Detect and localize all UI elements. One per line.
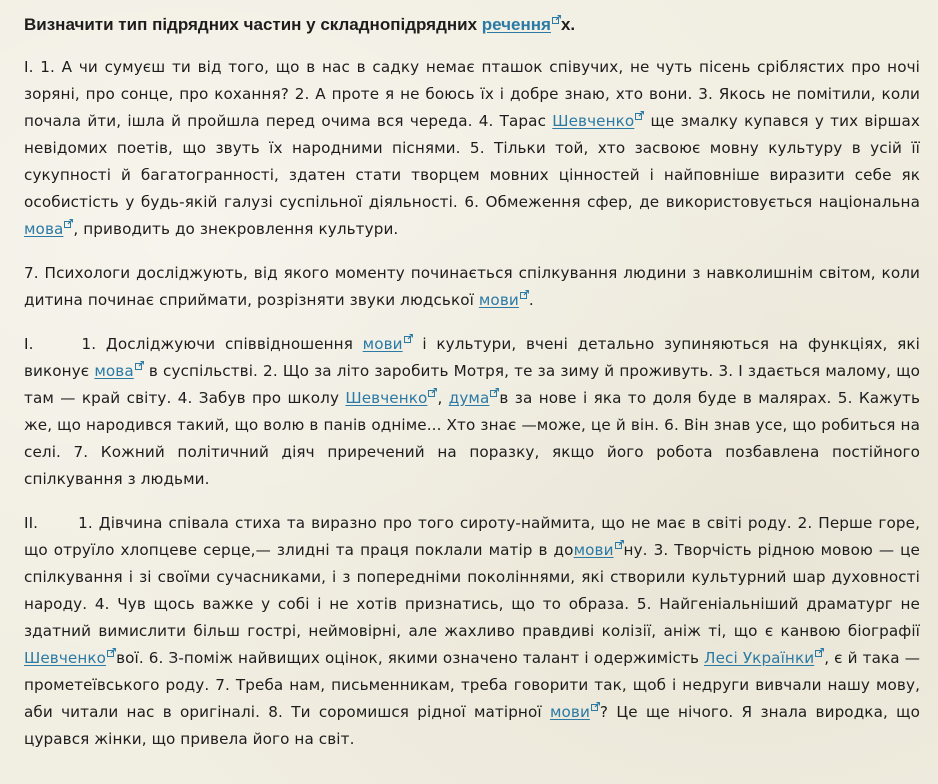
external-link-icon <box>615 540 624 549</box>
text: в суспільстві. 2. Що за літо заробить Мотря, те за зиму й проживуть. 3. І здається малому, що там — край світу. 4. Забув про школу <box>24 362 920 407</box>
external-link-icon <box>591 702 600 711</box>
paragraph-2 <box>24 260 920 314</box>
section-number: І. <box>24 335 34 353</box>
link-duma[interactable]: дума <box>448 389 490 407</box>
link-rechennia[interactable]: речення <box>481 15 551 34</box>
text: , є й така — прометеївського роду. 7. Треба нам, письменникам, треба говорити так, щоб і недруги вивчали нашу мову, аби читали нас в оригіналі. 8. Ти соромишся рідної матірної <box>24 649 920 721</box>
link-movy[interactable]: мови <box>478 291 519 309</box>
text: ? Це ще нічого. Я знала виродка, що цурався жінки, що привела його на світ. <box>24 703 920 748</box>
paragraph-3 <box>24 331 920 493</box>
title-text-end: х. <box>560 15 576 34</box>
paragraph-4 <box>24 510 920 753</box>
external-link-icon <box>404 334 413 343</box>
title-text: Визначити тип підрядних частин у складнопідрядних <box>24 15 482 34</box>
link-shevchenko[interactable]: Шевченко <box>345 389 428 407</box>
text: ще змалку купався у тих віршах невідомих поетів, що звуть їх народними піснями. 5. Тільки той, хто засвоює мовну культуру в усій її сукупності й багатогранності, здатен стати творцем мовних цінностей і найповніше виразити себе як особистість у будь-якій галузі суспільної діяльності. 6. Обмеження сфер, де використовується національна <box>24 112 920 211</box>
link-mova[interactable]: мова <box>94 362 134 380</box>
external-link-icon <box>135 361 144 370</box>
link-mova[interactable]: мова <box>24 220 64 238</box>
section-number: ІІ. <box>24 514 39 532</box>
text: 1. Досліджуючи співвідношення <box>81 335 363 353</box>
external-link-icon <box>107 648 116 657</box>
link-movy[interactable]: мови <box>549 703 590 721</box>
link-shevchenko[interactable]: Шевченко <box>24 649 107 667</box>
external-link-icon <box>815 648 824 657</box>
paragraph-1 <box>24 54 920 243</box>
text: , приводить до знекровлення культури. <box>73 220 399 238</box>
text: 7. Психологи досліджують, від якого моменту починається спілкування людини з навколишнім світом, коли дитина починає сприймати, розрізняти звуки людської <box>24 264 920 309</box>
text: вої. 6. З-поміж найвищих оцінок, якими означено талант і одержимість <box>116 649 705 667</box>
link-lesi-ukrainky[interactable]: Лесі Українки <box>704 649 815 667</box>
text: , <box>437 389 449 407</box>
link-shevchenko[interactable]: Шевченко <box>552 112 635 130</box>
article <box>24 12 920 770</box>
text: . <box>528 291 534 309</box>
link-movy[interactable]: мови <box>362 335 403 353</box>
text: 1. Дівчина співала стиха та виразно про того сироту-наймита, що не має в світі роду. 2. Перше горе, що отруїло хлопцеве серце,— злидні та праця поклали матір в до <box>24 514 920 559</box>
external-link-icon <box>552 15 561 24</box>
text: ну. 3. Творчість рідною мовою — це спілкування і зі своїми сучасниками, і з попередніми поколіннями, які створили культурний шар духовності народу. 4. Чув щось важке у собі і не хотів признатись, що то образа. 5. Найгеніальніший драматург не здатний вимислити більш гострі, неймовірні, але жахливо правдиві колізії, аніж ті, що є канвою біографії <box>24 541 920 640</box>
text: в за нове і яка то доля буде в малярах. 5. Кажуть же, що народився такий, що волю в панів одніме... Хто знає —може, це й він. 6. Він знав усе, що робиться на селі. 7. Кожний політичний діяч приречений на поразку, якщо його робота позбавлена постійного спілкування з людьми. <box>24 389 920 488</box>
page-title <box>24 12 920 38</box>
link-movy[interactable]: мови <box>573 541 614 559</box>
text: І. 1. А чи сумуєш ти від того, що в нас в садку немає пташок співучих, не чуть пісень сріблястих про ночі зоряні, про сонце, про кохання? 2. А проте я не боюсь їх і добре знаю, хто вони. 3. Якось не помітили, коли почала йти, ішла й пройшла перед очима вся череда. 4. Тарас <box>24 58 920 130</box>
external-link-icon <box>520 290 529 299</box>
external-link-icon <box>635 111 644 120</box>
text: і культури, вчені детально зупиняються на функціях, які виконує <box>24 335 920 380</box>
